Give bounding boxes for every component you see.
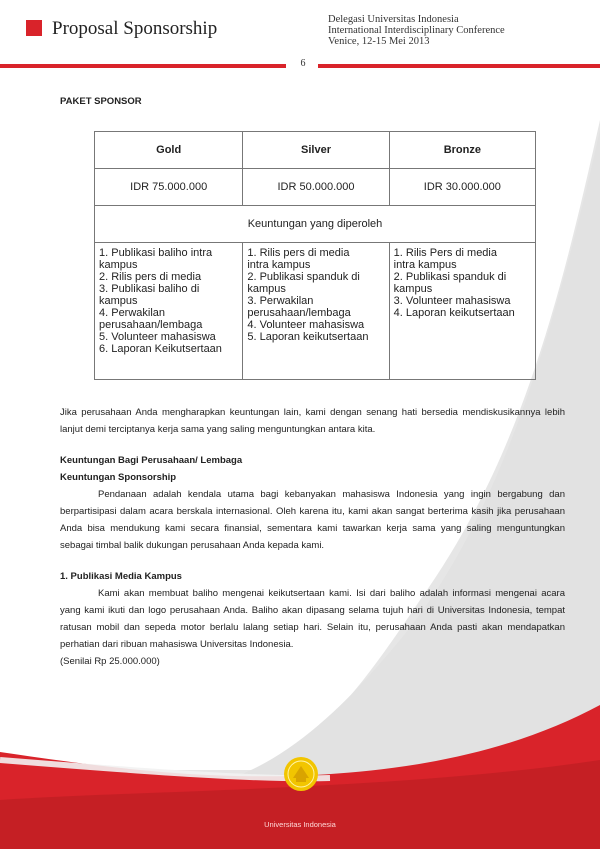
page-header [0, 0, 600, 70]
brand-square-icon [26, 20, 42, 36]
paragraph-billboard: Kami akan membuat baliho mengenai keikutsertaan kami. Isi dari baliho adalah informasi mengenai acara yang kami ikuti dan logo perusahaan Anda. Baliho akan dipasang selama tujuh hari di Universitas Indonesia, tempat ratusan mobil dan sepeda motor berlalu lalang setiap hari. Selain itu, perusahaan Anda pasti akan mendapatkan perhatian dari ribuan mahasiswa Universitas Indonesia. [60, 588, 565, 650]
table-header-row [95, 132, 536, 169]
benefits-gold [95, 243, 243, 380]
body-text [60, 404, 565, 670]
list-item: 2. Publikasi spanduk di [393, 271, 507, 283]
table-row [95, 243, 536, 380]
footer-institution: Universitas Indonesia [264, 820, 336, 829]
list-item: kampus [247, 283, 286, 295]
header-rule-left [0, 64, 286, 68]
price-gold: IDR 75.000.000 [95, 169, 243, 206]
tier-gold: Gold [95, 132, 243, 169]
list-item: 3. Volunteer mahasiswa [393, 295, 511, 307]
heading-company-benefits: Keuntungan Bagi Perusahaan/ Lembaga [60, 455, 243, 466]
list-item: 5. Laporan keikutsertaan [247, 331, 369, 343]
price-silver: IDR 50.000.000 [243, 169, 389, 206]
paragraph-other-benefits: Jika perusahaan Anda mengharapkan keuntungan lain, kami dengan senang hati bersedia mendiskusikannya lebih lanjut demi terciptanya kerja sama yang saling menguntungkan antara kita. [60, 407, 565, 435]
university-seal-icon [283, 756, 319, 792]
main-content [60, 96, 565, 667]
list-item: perusahaan/lembaga [247, 307, 351, 319]
list-item: 3. Perwakilan [247, 295, 314, 307]
sponsor-package-table [94, 131, 536, 380]
list-item: 1. Rilis pers di media [247, 247, 350, 259]
conference-info [328, 14, 588, 47]
paragraph-value: (Senilai Rp 25.000.000) [60, 656, 160, 667]
list-item: 6. Laporan Keikutsertaan [99, 343, 222, 355]
list-item: kampus [99, 295, 138, 307]
section-title: PAKET SPONSOR [60, 96, 142, 107]
conference-line: International Interdisciplinary Conference [328, 25, 505, 36]
list-item: kampus [393, 283, 433, 295]
list-item: 3. Publikasi baliho di [99, 283, 200, 295]
table-row [95, 169, 536, 206]
page-number: 6 [300, 58, 306, 69]
benefits-bronze [389, 243, 535, 380]
tier-bronze: Bronze [389, 132, 535, 169]
list-item: 2. Publikasi spanduk di [247, 271, 360, 283]
header-rule-right [318, 64, 600, 68]
paragraph-funding: Pendanaan adalah kendala utama bagi kebanyakan mahasiswa Indonesia yang ingin bergabung dan berpartisipasi dalam acara berskala internasional. Oleh karena itu, kami akan sangat berterima kasih jika perusahaan Anda bisa mendukung kami secara finansial, sementara kami tawarkan kerja sama yang saling menguntungkan sebagai timbal balik dukungan perusahaan Anda kepada kami. [60, 489, 565, 551]
list-item: 4. Laporan keikutsertaan [393, 307, 515, 319]
conference-line: Delegasi Universitas Indonesia [328, 14, 459, 25]
list-item: 4. Perwakilan [99, 307, 166, 319]
benefits-silver [243, 243, 389, 380]
table-row [95, 206, 536, 243]
price-bronze: IDR 30.000.000 [389, 169, 535, 206]
conference-line: Venice, 12-15 Mei 2013 [328, 36, 430, 47]
list-item: intra kampus [393, 259, 457, 271]
list-item: kampus [99, 259, 138, 271]
document-title: Proposal Sponsorship [52, 18, 218, 39]
tier-silver: Silver [243, 132, 389, 169]
heading-campus-media: 1. Publikasi Media Kampus [60, 571, 182, 582]
benefit-heading: Keuntungan yang diperoleh [95, 206, 536, 243]
list-item: 1. Publikasi baliho intra [99, 247, 213, 259]
list-item: perusahaan/lembaga [99, 319, 203, 331]
list-item: 1. Rilis Pers di media [393, 247, 497, 259]
list-item: 5. Volunteer mahasiswa [99, 331, 216, 343]
heading-sponsorship-benefits: Keuntungan Sponsorship [60, 472, 177, 483]
list-item: 2. Rilis pers di media [99, 271, 202, 283]
list-item: 4. Volunteer mahasiswa [247, 319, 365, 331]
list-item: intra kampus [247, 259, 311, 271]
